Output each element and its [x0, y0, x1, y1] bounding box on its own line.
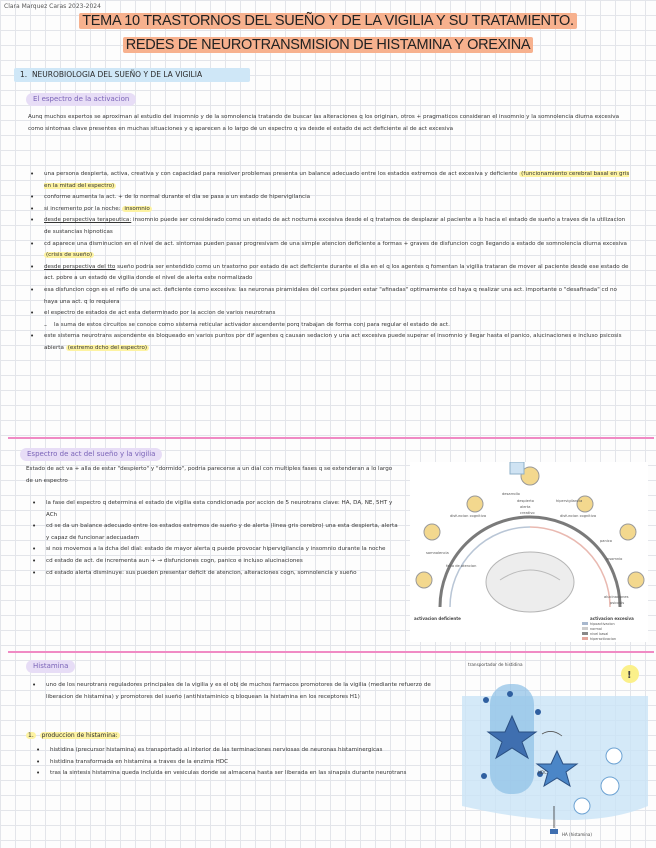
list-item: • la fase del espectro q determina el estado de vigilia esta condicionada por accion de 5 neurotrans clave: HA, DA, NE, 5HT y ACh [22, 498, 402, 521]
list-item: • si incremento por la noche: insomnio [20, 204, 632, 216]
fig-label: insomnio [606, 557, 623, 561]
legend-swatch [582, 627, 588, 630]
list-item: • cd aparece una disminucion en el nivel de act. sintomas pueden pasar progresivam de una simple atencion deficiente a formas + graves de disfuncion cogn llegando a estado de somnolencia diurna excesiva (crisis de sueño) [20, 239, 632, 262]
face-icon [628, 572, 644, 588]
list-item: • cd estado alerta disminuye: sus pueden presentar deficit de atencion, alteraciones cogn, somnolencia y sueño [22, 568, 402, 580]
fig-label: somnolencia [426, 551, 449, 555]
list-item: • desde perspectiva del tto sueño podria ser entendido como un trastorno por estado de act deficiente durante el dia en el q los agentes q fomentan la vigilia trataran de mover al paciente desde ese estado de act. pobre a un estado de vigilia donde el nivel de alerta este normalizado [20, 262, 632, 285]
page-subtitle: REDES DE NEUROTRANSMISION DE HISTAMINA Y OREXINA [0, 37, 656, 53]
section-heading: 1. NEUROBIOLOGIA DEL SUEÑO Y DE LA VIGILIA [14, 68, 250, 82]
face-icon [620, 524, 636, 540]
transporter-label: transportador de histidina [468, 662, 523, 667]
vesicle-icon [574, 798, 590, 814]
list-item: • cd se da un balance adecuado entre los estados extremos de sueño y de alerta (linea gris cerebro) una esta despierta, alerta y capaz de funcionar adecuadam [22, 521, 402, 544]
list-item: • una persona despierta, activa, creativa y con capacidad para resolver problemas presenta un balance adecuado entre los estados extremos de act excesiva y deficiente (funcionamiento cerebral basal en gris en la mitad del espectro) [20, 169, 632, 192]
molecule-dot [535, 709, 541, 715]
histamine-molecule-icon [550, 829, 558, 834]
pill-espectro-act: Espectro de act del sueño y la vigilia [20, 448, 162, 461]
legend-label: hiperactivacion [590, 637, 617, 641]
face-icon [467, 496, 483, 512]
pill-espectro: El espectro de la activacion [26, 93, 136, 106]
espectro2-intro: Estado de act va + alla de estar "despierto" y "dormido", podria parecerse a un dial con multiples fases q se extenderan a lo largo de un espectro [26, 466, 393, 484]
list-item: • si nos movemos a la dcha del dial: estado de mayor alerta q puede provocar hipervigilancia y insomnio durante la noche [22, 544, 402, 556]
espectro-list [20, 169, 632, 355]
fig-label: desarrollo [502, 492, 520, 496]
face-icon [424, 524, 440, 540]
legend-swatch [582, 622, 588, 625]
fig-label: hipervigilancia [556, 499, 583, 503]
fig-label-deficient: activacion deficiente [414, 616, 461, 621]
fig-label: alucinaciones [604, 595, 629, 599]
molecule-dot [507, 691, 513, 697]
intro-paragraph: Aunq muchos expertos se aproximan al estudio del insomnio y de la somnolencia tratando de buscar las alteraciones q los originan, otros + pragmaticos consideran el insomnio y la somnolencia diurna excesiva como sintomas clave presentes en muchas situaciones y q aparecen a lo largo de un espectro q va desde el estado de act deficiente al de act excesiva [28, 114, 620, 132]
fig-label: panico [600, 539, 612, 543]
fig-label: psicosis [610, 601, 625, 605]
brain-icon [486, 552, 574, 612]
fig-label: disfuncion cognitiva [450, 514, 487, 518]
produccion-list [26, 745, 456, 780]
fig-label: creativo [520, 511, 535, 515]
legend-label: nivel basal [590, 632, 609, 636]
hdc-label: HDC [538, 770, 547, 775]
list-item: • cd estado de act. de incrementa aun + → disfunciones cogn, panico e incluso alucinaciones [22, 556, 402, 568]
list-item: • histidina transformada en histamina a traves de la enzima HDC [26, 757, 456, 769]
list-item: • este sistema neurotrans ascendente es bloqueado en varios puntos por dif agentes q causan sedacion y una act excesiva puede superar el insomnio y llegar hasta el panico, alucinaciones e incluso psicosis abierta (extremo dcho del espectro) [20, 331, 632, 354]
vesicle-icon [601, 777, 619, 795]
legend-swatch [582, 637, 588, 640]
fig-label-excessive: activacion excesiva [590, 616, 634, 621]
list-item: • esa disfuncion cogn es el reflo de una act. deficiente como excesiva: las neuronas piramidales del cortex pueden estar "afinadas" optimamente cd haya q realizar una act. importante o "desafinada" cd no haya una act. q lo requiera [20, 285, 632, 308]
list-item: • conforme aumenta la act. + de lo normal durante el dia se pasa a un estado de hipervigilancia [20, 192, 632, 204]
list-item: • uno de los neurotrans reguladores principales de la vigilia y es el obj de muchos farmacos promotores de la vigilia (mediante refuerzo de liberacion de histamina) y promotores del sueño (antihistaminico q bloquean la histamina en los receptores H1) [22, 680, 454, 703]
vesicle-icon [606, 748, 622, 764]
legend-label: normal [590, 627, 602, 631]
section-divider [8, 437, 654, 439]
subheading-produccion: 1. produccion de histamina: [28, 732, 118, 739]
section-divider [8, 651, 654, 653]
activation-spectrum-figure [410, 462, 648, 642]
legend-label: hipoactivacion [590, 622, 615, 626]
desk-icon [510, 462, 524, 474]
histamina-list [22, 680, 454, 703]
fig-label: disfuncion cognitiva [560, 514, 597, 518]
fig-label: despierto [517, 499, 534, 503]
histamine-synthesis-figure [462, 656, 648, 846]
list-item: • tras la sintesis histamina queda incluida en vesiculas donde se almacena hasta ser liberada en las sinapsis durante neurotrans [26, 768, 456, 780]
list-subitem: – la suma de estos circuitos se conoce como sistema reticular activador ascendente porq trabajan de forma conj para regular el estado de act. [20, 320, 632, 332]
face-icon [416, 572, 432, 588]
author-name: Clara Marquez Caras 2023-2024 [4, 3, 101, 10]
espectro2-list [22, 498, 402, 579]
histamine-label: HA (histamina) [562, 832, 592, 837]
fig-label: alerta [520, 505, 531, 509]
fig-label: falta de atencion [446, 564, 477, 568]
molecule-dot [483, 697, 489, 703]
exclamation-icon: ! [627, 670, 632, 681]
pill-histamina: Histamina [26, 660, 75, 673]
molecule-dot [481, 773, 487, 779]
list-item: • desde perspectiva terapeutica: insomnio puede ser considerado como un estado de act nocturna excesiva desde el q tratamos de desplazar al paciente a lo hacia el estado de sueño a traves de la utilizacion de sustancias hipnoticas [20, 215, 632, 238]
page-title: TEMA 10 TRASTORNOS DEL SUEÑO Y DE LA VIGILIA Y SU TRATAMIENTO. [0, 13, 656, 29]
legend-swatch [582, 632, 588, 635]
list-item: • el espectro de estados de act esta determinado por la accion de varios neurotrans [20, 308, 632, 320]
list-item: • histidina (precursor histamina) es transportado al interior de las terminaciones nerviosas de neuronas histaminergicas [26, 745, 456, 757]
